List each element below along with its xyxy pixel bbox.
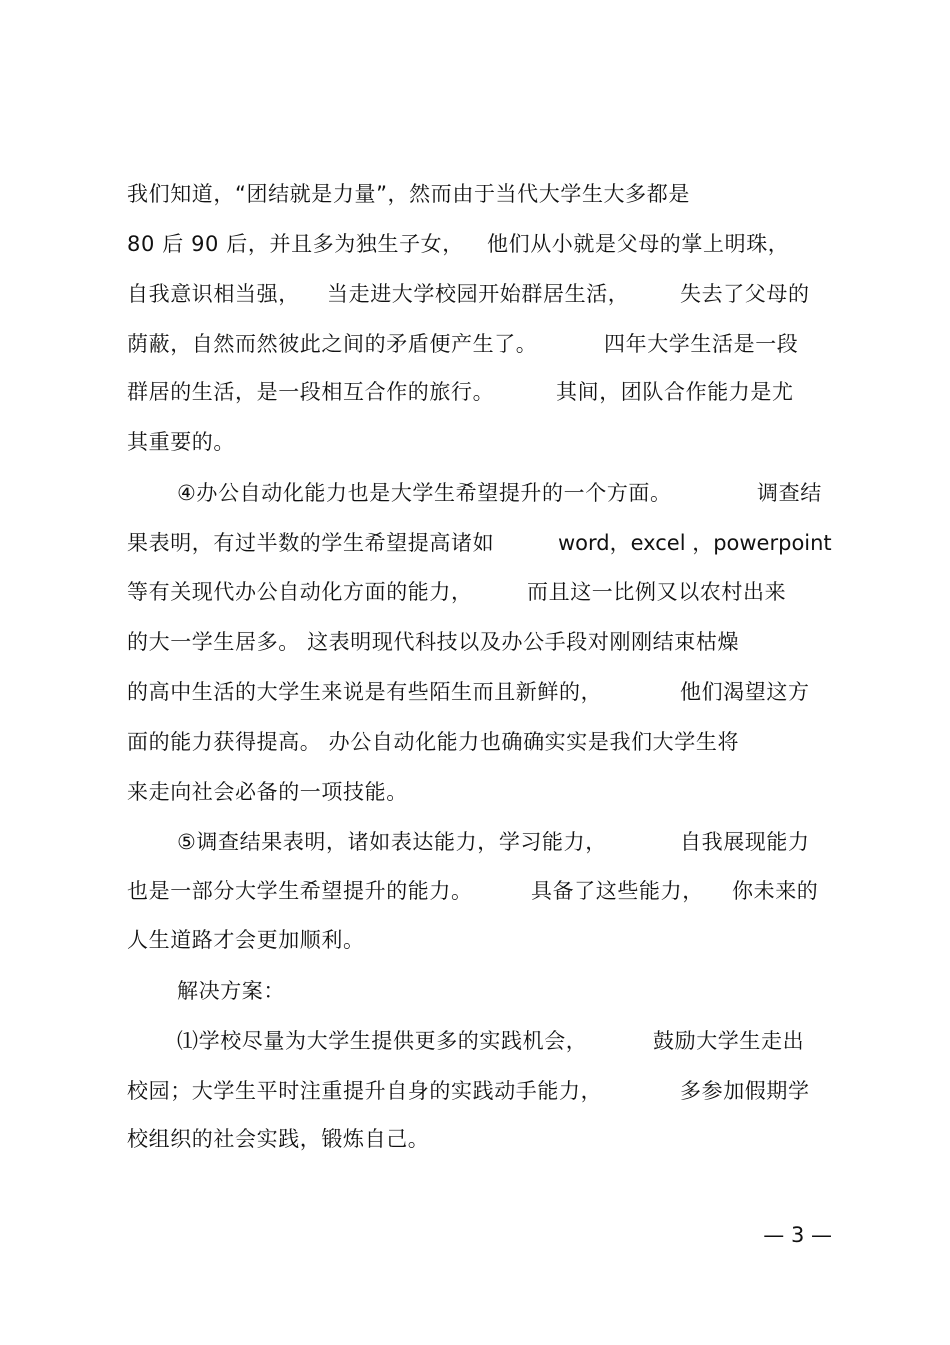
text-line [0,274,950,314]
text-segment: 来走向社会必备的一项技能。 [127,780,408,804]
text-segment: 校组织的社会实践，锻炼自己。 [127,1127,430,1151]
text-line [0,1119,950,1159]
text-line [0,174,950,214]
text-segment: ⑴学校尽量为大学生提供更多的实践机会， [177,1029,588,1053]
text-segment: 调查结 [757,481,822,505]
text-segment: 四年大学生活是一段 [604,332,799,356]
text-segment: 他们渴望这方 [680,680,810,704]
text-line [0,372,950,412]
text-line [0,422,950,462]
text-segment: 失去了父母的 [680,282,810,306]
text-line [0,473,950,513]
text-segment: 的高中生活的大学生来说是有些陌生而且新鲜的， [127,680,603,704]
text-line [0,622,950,662]
text-segment: 自我意识相当强， [127,282,300,306]
text-segment: 等有关现代办公自动化方面的能力， [127,580,473,604]
text-segment: 其间，团队合作能力是尤 [556,380,794,404]
text-line [0,722,950,762]
text-segment: 你未来的 [732,879,819,903]
text-line [0,523,950,563]
text-segment: 他们从小就是父母的掌上明珠， [487,232,790,256]
text-segment: ④办公自动化能力也是大学生希望提升的一个方面。 [177,481,672,505]
text-segment: 荫蔽，自然而然彼此之间的矛盾便产生了。 [127,332,538,356]
text-segment: 鼓励大学生走出 [653,1029,805,1053]
text-segment: 80 后 90 后，并且多为独生子女， [127,232,464,256]
text-segment: 人生道路才会更加顺利。 [127,928,365,952]
text-segment: 解决方案： [177,979,285,1003]
text-segment: 我们知道，“团结就是力量”，然而由于当代大学生大多都是 [127,182,690,206]
text-segment: 自我展现能力 [680,830,810,854]
text-line [0,672,950,712]
text-line [0,971,950,1011]
text-segment: 其重要的。 [127,430,235,454]
text-segment: 面的能力获得提高。 办公自动化能力也确确实实是我们大学生将 [127,730,740,754]
text-segment: 当走进大学校园开始群居生活， [327,282,630,306]
text-line [0,871,950,911]
text-segment: 果表明，有过半数的学生希望提高诸如 [127,531,495,555]
text-line [0,1071,950,1111]
text-segment: 具备了这些能力， [531,879,704,903]
text-segment: 而且这一比例又以农村出来 [527,580,787,604]
text-segment: 也是一部分大学生希望提升的能力。 [127,879,473,903]
text-segment: 群居的生活，是一段相互合作的旅行。 [127,380,495,404]
text-line [0,822,950,862]
text-segment: word，excel ，powerpoint [558,531,832,555]
text-line [0,572,950,612]
text-segment: 多参加假期学 [680,1079,810,1103]
text-line [0,920,950,960]
text-line [0,1021,950,1061]
text-segment: 的大一学生居多。 这表明现代科技以及办公手段对刚刚结束枯燥 [127,630,740,654]
text-line [0,324,950,364]
text-segment: 校园；大学生平时注重提升自身的实践动手能力， [127,1079,603,1103]
text-line [0,772,950,812]
page-number: — 3 — [763,1223,832,1247]
text-segment: ⑤调查结果表明，诸如表达能力，学习能力， [177,830,607,854]
text-line [0,224,950,264]
